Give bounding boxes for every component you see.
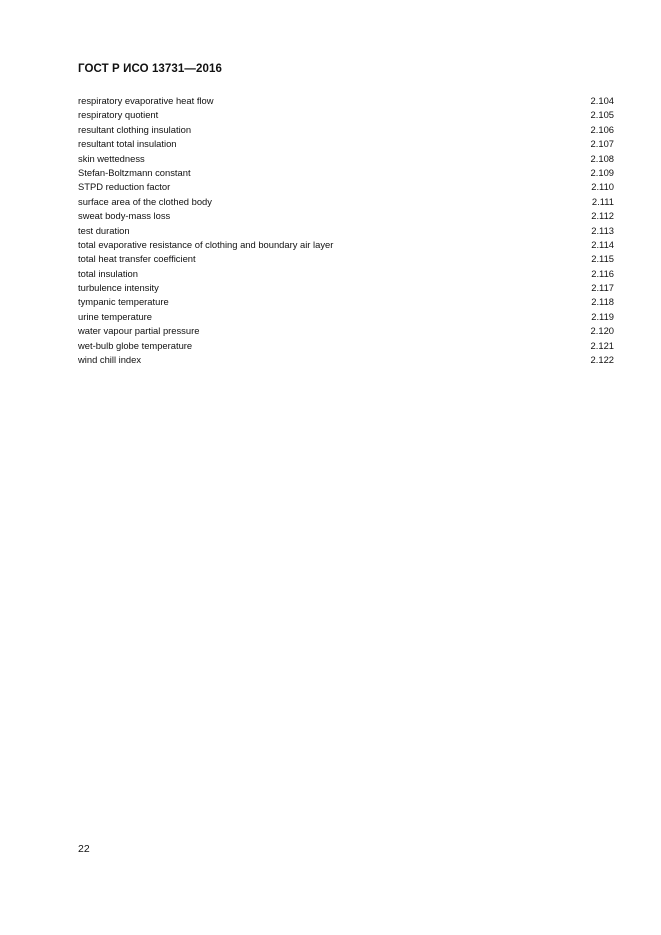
index-row xyxy=(78,224,614,238)
index-term: wet-bulb globe temperature xyxy=(78,339,193,351)
index-term: respiratory evaporative heat flow xyxy=(78,95,214,106)
index-row xyxy=(78,281,614,295)
index-row xyxy=(78,152,614,166)
index-term: turbulence intensity xyxy=(78,282,159,294)
index-reference: 2.116 xyxy=(591,267,614,279)
index-row xyxy=(78,295,614,309)
index-reference: 2.111 xyxy=(591,195,614,207)
index-row xyxy=(78,195,614,209)
page-number: 22 xyxy=(78,843,90,855)
index-reference: 2.114 xyxy=(591,238,614,250)
index-reference: 2.104 xyxy=(590,95,614,106)
index-reference: 2.118 xyxy=(591,296,614,308)
index-row xyxy=(78,94,614,108)
index-term: resultant total insulation xyxy=(78,138,177,150)
index-row xyxy=(78,137,614,151)
index-term: total heat transfer coefficient xyxy=(78,253,196,265)
index-reference: 2.112 xyxy=(591,210,614,222)
index-term: sweat body-mass loss xyxy=(78,210,171,222)
index-row xyxy=(78,252,614,266)
index-term: skin wettedness xyxy=(78,152,145,164)
index-row xyxy=(78,209,614,223)
index-term: wind chill index xyxy=(78,354,142,366)
index-row xyxy=(78,238,614,252)
index-reference: 2.109 xyxy=(590,166,614,178)
index-row xyxy=(78,324,614,338)
index-reference: 2.105 xyxy=(590,109,614,121)
index-reference: 2.107 xyxy=(590,138,614,150)
index-row xyxy=(78,180,614,194)
index-reference: 2.113 xyxy=(591,224,614,236)
index-term: surface area of the clothed body xyxy=(78,195,212,207)
index-reference: 2.108 xyxy=(590,152,614,164)
index-reference: 2.119 xyxy=(591,310,614,322)
index-row xyxy=(78,339,614,353)
index-reference: 2.122 xyxy=(590,354,614,366)
page-header: ГОСТ Р ИСО 13731—2016 xyxy=(78,63,223,75)
index-term: respiratory quotient xyxy=(78,109,159,121)
index-row xyxy=(78,166,614,180)
index-term: urine temperature xyxy=(78,310,152,322)
index-row xyxy=(78,108,614,122)
index-term: Stefan-Boltzmann constant xyxy=(78,166,191,178)
index-row xyxy=(78,310,614,324)
index-term: total evaporative resistance of clothing and boundary air layer xyxy=(78,238,334,250)
term-index-list xyxy=(78,94,614,367)
index-reference: 2.117 xyxy=(591,282,614,294)
index-term: test duration xyxy=(78,224,130,236)
index-reference: 2.110 xyxy=(591,181,614,193)
index-term: total insulation xyxy=(78,267,138,279)
index-reference: 2.121 xyxy=(590,339,614,351)
index-term: water vapour partial pressure xyxy=(78,325,200,337)
index-term: STPD reduction factor xyxy=(78,181,171,193)
index-row xyxy=(78,123,614,137)
index-reference: 2.106 xyxy=(590,123,614,135)
index-reference: 2.115 xyxy=(591,253,614,265)
index-term: resultant clothing insulation xyxy=(78,123,192,135)
index-reference: 2.120 xyxy=(590,325,614,337)
index-row xyxy=(78,353,614,367)
index-row xyxy=(78,267,614,281)
index-term: tympanic temperature xyxy=(78,296,169,308)
